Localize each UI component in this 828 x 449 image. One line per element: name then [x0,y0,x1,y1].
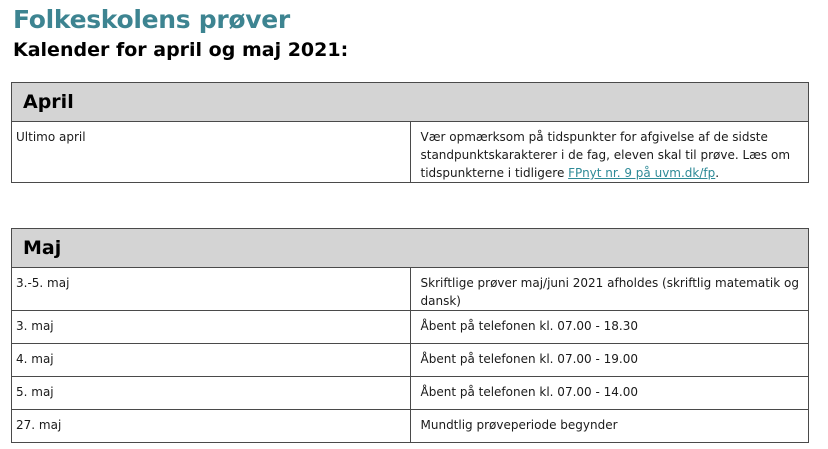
april-table [11,82,809,183]
row-date: 3. maj [12,311,411,344]
may-table [11,228,809,443]
row-date: 27. maj [12,410,411,443]
table-row [12,122,809,183]
row-description: Åbent på telefonen kl. 07.00 - 18.30 [410,311,809,344]
may-heading: Maj [12,229,809,268]
table-row [12,410,809,443]
row-date: 3.-5. maj [12,268,411,311]
row-description [410,122,809,183]
table-row [12,311,809,344]
page-subtitle: Kalender for april og maj 2021: [13,39,349,61]
table-row [12,344,809,377]
description-suffix: . [715,166,720,180]
row-description: Skriftlige prøver maj/juni 2021 afholdes (skriftlig matematik og dansk) [410,268,809,311]
row-description: Mundtlig prøveperiode begynder [410,410,809,443]
row-date: 4. maj [12,344,411,377]
table-row [12,268,809,311]
table-row [12,377,809,410]
description-text: Vær opmærksom på tidspunkter for afgivelse af de sidste standpunktskarakterer i de fag, eleven skal til prøve. Læs om tidspunkterne i tidligere [420,130,791,180]
row-date: Ultimo april [12,122,411,183]
row-date: 5. maj [12,377,411,410]
fpnyt-link[interactable]: FPnyt nr. 9 på uvm.dk/fp [568,166,716,180]
row-description: Åbent på telefonen kl. 07.00 - 14.00 [410,377,809,410]
page-title: Folkeskolens prøver [13,5,290,34]
row-description: Åbent på telefonen kl. 07.00 - 19.00 [410,344,809,377]
april-heading: April [12,83,809,122]
